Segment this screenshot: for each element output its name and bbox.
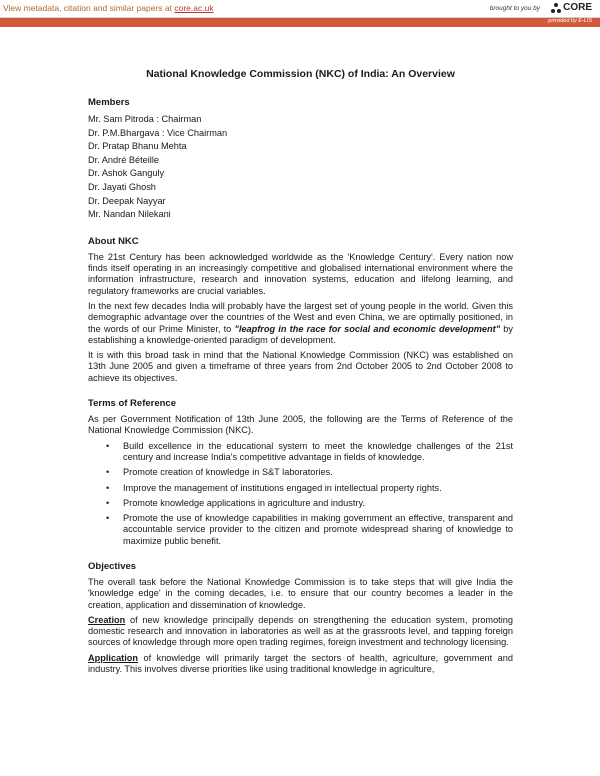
- application-keyword: Application: [88, 652, 139, 663]
- provided-by-text: provided by E-LIS: [548, 18, 592, 24]
- about-paragraph-2: [88, 301, 513, 346]
- terms-heading: Terms of Reference: [88, 398, 176, 410]
- member-item: Mr. Nandan Nilekani: [88, 209, 171, 220]
- core-label: CORE: [563, 2, 592, 13]
- core-logo-icon: [551, 3, 561, 13]
- members-section: [88, 97, 513, 222]
- objectives-section: [88, 561, 513, 675]
- terms-item: • Improve the management of institutions engaged in intellectual property rights.: [88, 483, 513, 494]
- about-p2-end: by establishing a knowledge-oriented paradigm of development.: [88, 323, 513, 345]
- member-item: Dr. Jayati Ghosh: [88, 181, 156, 192]
- core-banner: [0, 0, 600, 18]
- about-paragraph-1: The 21st Century has been acknowledged worldwide as the 'Knowledge Century'. Every nation now finds itself operating in an increasingly competitive and globalised international environment where the information infrastructure, research and innovation systems, education and lifelong learning, and regulatory frameworks are crucial variables.: [88, 251, 513, 296]
- core-link[interactable]: core.ac.uk: [174, 3, 214, 13]
- creation-text: of new knowledge principally depends on strengthening the education system, promoting domestic research and innovation in laboratories as well as at the grassroots level, and tapping foreign sources of knowledge through more open trading regimes, foreign investment and technology licensing.: [88, 614, 513, 648]
- application-text: of knowledge will primarily target the sectors of health, agriculture, government and industry. This involves diverse priorities like using traditional knowledge in agriculture,: [88, 652, 513, 675]
- document-page: [88, 68, 513, 689]
- member-item: Dr. Pratap Bhanu Mehta: [88, 141, 187, 152]
- terms-item: • Promote the use of knowledge capabilities in making government an effective, transparent and accountable service provider to the citizen and promote widespread sharing of knowledge to maximize public benefit.: [88, 513, 513, 547]
- pm-quote: "leapfrog in the race for social and economic development": [234, 323, 501, 334]
- provided-by-bar: [0, 18, 600, 27]
- application-paragraph: [88, 653, 513, 676]
- members-list: [88, 113, 513, 222]
- member-item: Dr. Ashok Ganguly: [88, 168, 165, 179]
- creation-keyword: Creation: [88, 614, 126, 625]
- metadata-text: View metadata, citation and similar papers at: [3, 3, 172, 13]
- about-section: [88, 236, 513, 384]
- brought-to-you-text: brought to you by: [489, 5, 540, 12]
- member-item: Dr. Deepak Nayyar: [88, 195, 166, 206]
- member-item: Dr. André Béteille: [88, 154, 159, 165]
- objectives-heading: Objectives: [88, 560, 137, 572]
- terms-list: [88, 441, 513, 547]
- creation-paragraph: [88, 615, 513, 649]
- about-paragraph-3: It is with this broad task in mind that the National Knowledge Commission (NKC) was established on 13th June 2005 and given a timeframe of three years from 2nd October 2005 to 2nd October 2008 to achieve its objectives.: [88, 350, 513, 383]
- member-item: Dr. P.M.Bhargava : Vice Chairman: [88, 127, 228, 138]
- about-heading: About NKC: [88, 235, 139, 247]
- terms-section: [88, 398, 513, 547]
- terms-intro: As per Government Notification of 13th June 2005, the following are the Terms of Reference of the National Knowledge Commission (NKC).: [88, 414, 513, 436]
- member-item: Mr. Sam Pitroda : Chairman: [88, 114, 202, 124]
- about-p2-start: In the next few decades India will probably have the largest set of young people in the world. Given this demographic advantage over the countries of the West and even China, we are optimally positioned, in the words of our Prime Minister, to: [88, 300, 513, 334]
- terms-item: • Promote creation of knowledge in S&T laboratories.: [88, 467, 513, 478]
- metadata-notice: [3, 3, 214, 13]
- members-heading: Members: [88, 97, 130, 108]
- document-title: National Knowledge Commission (NKC) of India: An Overview: [146, 68, 455, 80]
- core-logo[interactable]: [551, 2, 592, 13]
- objectives-paragraph: The overall task before the National Knowledge Commission is to take steps that will give India the 'knowledge edge' in the coming decades, i.e. to ensure that our country becomes a leader in the creation, application and dissemination of knowledge.: [88, 576, 513, 610]
- terms-item: • Build excellence in the educational system to meet the knowledge challenges of the 21st century and increase India's competitive advantage in fields of knowledge.: [88, 441, 513, 464]
- terms-item: • Promote knowledge applications in agriculture and industry.: [88, 498, 513, 509]
